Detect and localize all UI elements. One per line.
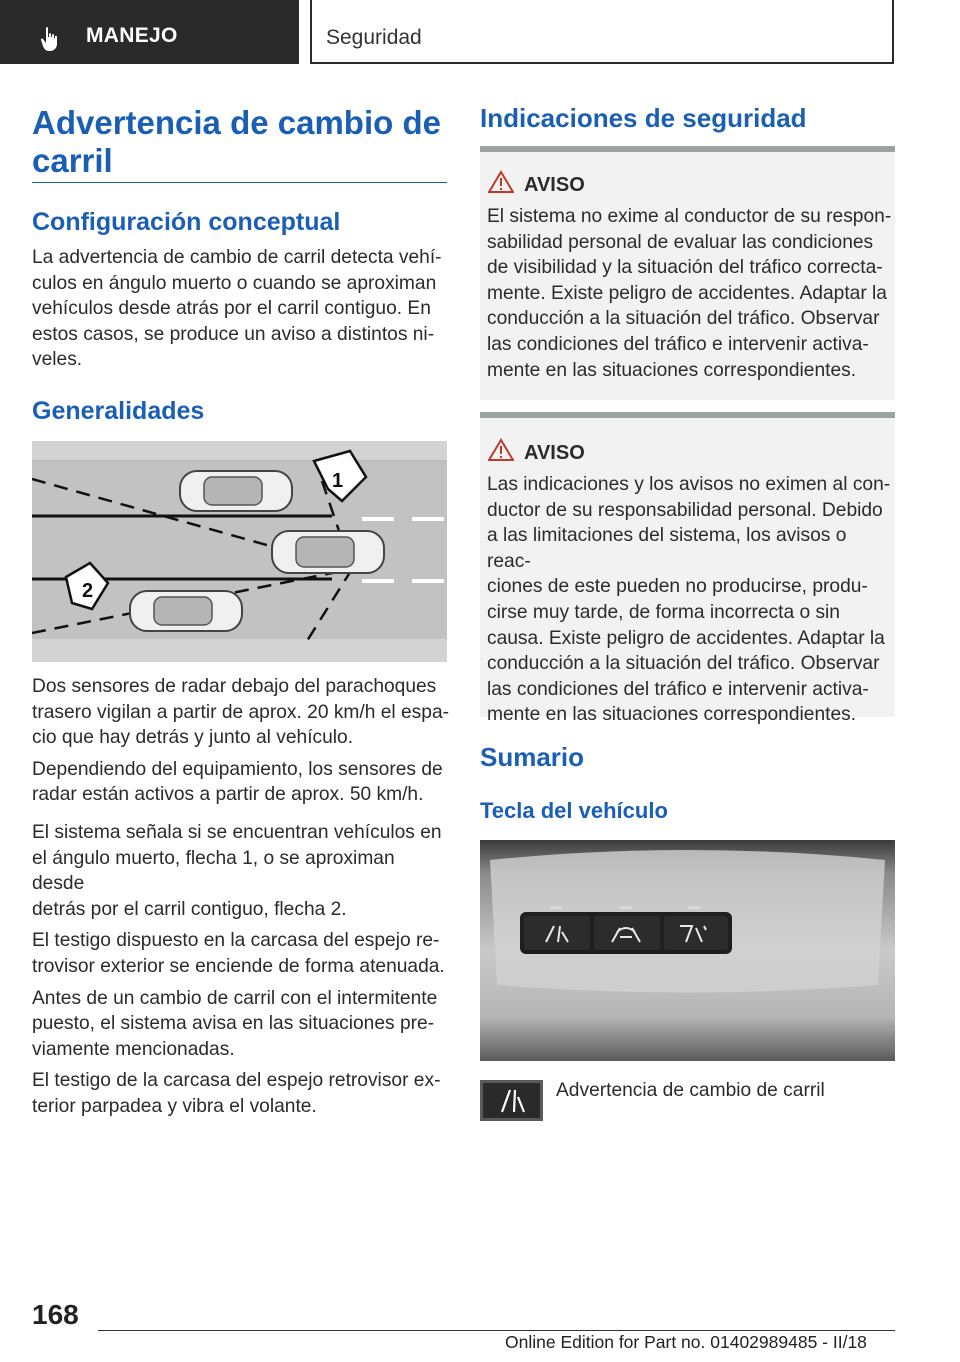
paragraph [32, 928, 452, 979]
paragraph [32, 820, 452, 922]
text-line: causa. Existe peligro de accidentes. Adaptar la [487, 627, 885, 649]
warning-title: AVISO [524, 174, 585, 196]
button-caption: Advertencia de cambio de carril [556, 1080, 825, 1101]
topic-label: Seguridad [326, 26, 422, 49]
text-line: Dependiendo del equipamiento, los sensores de [32, 758, 443, 780]
text-line: trasero vigilan a partir de aprox. 20 km/h el espa- [32, 701, 450, 723]
chapter-tab[interactable] [0, 0, 299, 64]
warning-bar [480, 146, 895, 152]
warning-text [487, 204, 892, 383]
warning-box [480, 146, 895, 400]
lane-change-button-icon [480, 1080, 543, 1121]
text-line: radar están activos a partir de aprox. 50 km/h. [32, 784, 424, 806]
arrow-label: 1 [332, 470, 344, 492]
hand-pointer-icon [40, 26, 62, 52]
text-line: las condiciones del tráfico e intervenir activa- [487, 678, 869, 700]
lane-change-button[interactable] [524, 916, 590, 950]
page-number: 168 [32, 1299, 79, 1330]
paragraph [32, 986, 452, 1063]
warning-triangle-icon [488, 438, 514, 462]
text-line: detrás por el carril contiguo, flecha 2. [32, 898, 347, 920]
car-icon [180, 471, 292, 511]
text-line: de visibilidad y la situación del tráfico correcta- [487, 257, 883, 279]
text-line: conducción a la situación del tráfico. Observar [487, 308, 880, 330]
warning-text [487, 472, 892, 728]
chapter-label: MANEJO [86, 24, 178, 47]
text-line: El testigo dispuesto en la carcasa del espejo re- [32, 930, 440, 952]
footer-divider [98, 1330, 895, 1331]
warning-title: AVISO [524, 442, 585, 464]
summary-heading: Sumario [480, 742, 585, 772]
vehicle-button-photo [480, 840, 895, 1061]
text-line: La advertencia de cambio de carril detecta vehí- [32, 247, 442, 268]
text-line: puesto, el sistema avisa en las situaciones pre- [32, 1013, 435, 1035]
warning-triangle-icon [488, 170, 514, 194]
edition-note: Online Edition for Part no. 01402989485 - II/18 [505, 1332, 867, 1352]
text-line: terior parpadea y vibra el volante. [32, 1095, 317, 1117]
text-line: Las indicaciones y los avisos no eximen al con- [487, 474, 891, 495]
text-line: conducción a la situación del tráfico. Observar [487, 653, 880, 675]
page-title: Advertencia de cambio de carril [32, 104, 441, 179]
topic-header [310, 0, 894, 64]
text-line: vehículos desde atrás por el carril contiguo. En [32, 298, 431, 320]
text-line: el ángulo muerto, flecha 1, o se aproximan desde [32, 847, 395, 895]
paragraph [32, 674, 452, 751]
text-line: mente. Existe peligro de accidentes. Adaptar la [487, 282, 887, 304]
left-paragraphs [32, 674, 452, 1120]
text-line: mente en las situaciones correspondientes. [487, 704, 857, 726]
title-underline [32, 182, 447, 183]
text-line: sabilidad personal de evaluar las condiciones [487, 231, 874, 253]
concept-heading: Configuración conceptual [32, 208, 341, 236]
button-heading: Tecla del vehículo [480, 798, 668, 823]
text-line: cio que hay detrás y junto al vehículo. [32, 727, 354, 749]
text-line: viamente mencionadas. [32, 1038, 235, 1060]
safety-button[interactable] [594, 916, 660, 950]
text-line: ductor de su responsabilidad personal. Debido [487, 499, 883, 521]
lane-change-diagram [32, 441, 447, 662]
arrow-label: 2 [82, 580, 94, 602]
car-icon [130, 591, 242, 631]
warning-bar [480, 412, 895, 418]
text-line: El testigo de la carcasa del espejo retrovisor ex- [32, 1070, 441, 1092]
text-line: El sistema señala si se encuentran vehículos en [32, 821, 442, 843]
text-line: trovisor exterior se enciende de forma atenuada. [32, 955, 445, 977]
paragraph [32, 1068, 452, 1119]
text-line: estos casos, se produce un aviso a distintos ni- [32, 323, 435, 345]
text-line: mente en las situaciones correspondientes. [487, 359, 857, 381]
text-line: cirse muy tarde, de forma incorrecta o sin [487, 601, 840, 623]
text-line: a las limitaciones del sistema, los avisos o reac- [487, 525, 847, 572]
concept-text [32, 245, 452, 373]
text-line: El sistema no exime al conductor de su respon- [487, 206, 892, 227]
assist-button[interactable] [664, 916, 728, 950]
text-line: Dos sensores de radar debajo del parachoques [32, 676, 437, 697]
text-line: ciones de este pueden no producirse, produ- [487, 576, 868, 598]
text-line: las condiciones del tráfico e intervenir activa- [487, 333, 869, 355]
general-heading: Generalidades [32, 397, 205, 425]
text-line: culos en ángulo muerto o cuando se aproximan [32, 272, 437, 294]
warning-box [480, 412, 895, 726]
paragraph [32, 757, 452, 808]
text-line: veles. [32, 349, 83, 371]
car-icon [272, 531, 384, 573]
text-line: Antes de un cambio de carril con el intermitente [32, 987, 438, 1009]
safety-heading: Indicaciones de seguridad [480, 103, 807, 133]
